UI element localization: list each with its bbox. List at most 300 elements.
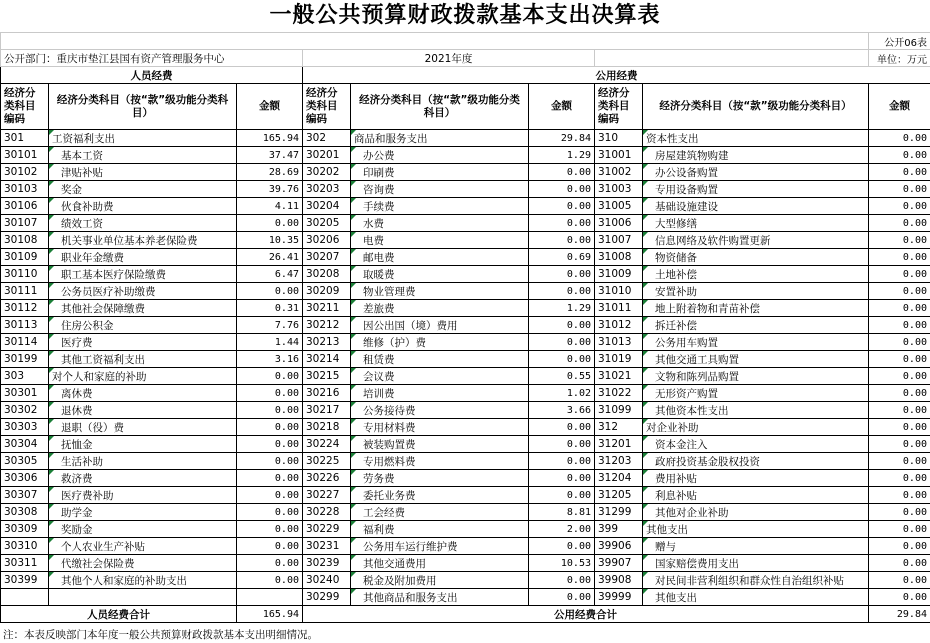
public-amount-cell: 0.55 — [529, 368, 595, 385]
public-name-cell: 公务用车运行维护费 — [351, 538, 529, 555]
personnel-name-cell: 绩效工资 — [49, 215, 237, 232]
personnel-amount-cell: 0.00 — [237, 215, 303, 232]
capital-amount-cell: 0.00 — [869, 334, 930, 351]
capital-amount-cell: 0.00 — [869, 198, 930, 215]
capital-code-cell: 31012 — [595, 317, 643, 334]
public-name-cell: 专用燃料费 — [351, 453, 529, 470]
personnel-code-cell: 30310 — [1, 538, 49, 555]
year-label: 2021年度 — [303, 50, 595, 67]
capital-amount-cell: 0.00 — [869, 130, 930, 147]
capital-name-cell: 办公设备购置 — [643, 164, 869, 181]
personnel-code-cell: 30102 — [1, 164, 49, 181]
public-name-cell: 劳务费 — [351, 470, 529, 487]
table-row — [1, 504, 930, 521]
public-code-cell: 30208 — [303, 266, 351, 283]
capital-amount-cell: 0.00 — [869, 555, 930, 572]
col-code-header: 经济分类科目编码 — [1, 84, 49, 130]
table-row — [1, 334, 930, 351]
personnel-code-cell: 30107 — [1, 215, 49, 232]
public-code-cell: 30225 — [303, 453, 351, 470]
capital-name-cell: 地上附着物和青苗补偿 — [643, 300, 869, 317]
capital-code-cell: 31203 — [595, 453, 643, 470]
capital-code-cell: 31005 — [595, 198, 643, 215]
table-row — [1, 130, 930, 147]
public-name-cell: 会议费 — [351, 368, 529, 385]
personnel-amount-cell: 0.00 — [237, 453, 303, 470]
capital-name-cell: 资本金注入 — [643, 436, 869, 453]
capital-amount-cell: 0.00 — [869, 385, 930, 402]
capital-amount-cell: 0.00 — [869, 470, 930, 487]
personnel-code-cell: 30301 — [1, 385, 49, 402]
personnel-total-value: 165.94 — [237, 606, 303, 623]
public-amount-cell: 0.00 — [529, 589, 595, 606]
personnel-name-cell: 生活补助 — [49, 453, 237, 470]
public-amount-cell: 0.00 — [529, 164, 595, 181]
table-row — [1, 589, 930, 606]
page-title: 一般公共预算财政拨款基本支出决算表 — [269, 3, 661, 28]
table-row — [1, 266, 930, 283]
personnel-code-cell: 30311 — [1, 555, 49, 572]
public-name-cell: 委托业务费 — [351, 487, 529, 504]
public-name-cell: 水费 — [351, 215, 529, 232]
public-amount-cell: 0.00 — [529, 487, 595, 504]
personnel-name-cell: 基本工资 — [49, 147, 237, 164]
personnel-code-cell: 30110 — [1, 266, 49, 283]
capital-name-cell: 政府投资基金股权投资 — [643, 453, 869, 470]
footnote: 注：本表反映部门本年度一般公共预算财政拨款基本支出明细情况。 — [3, 629, 318, 641]
col-name-header: 经济分类科目（按“款”级功能分类科目） — [49, 84, 237, 130]
capital-name-cell: 资本性支出 — [643, 130, 869, 147]
col-name-header: 经济分类科目（按“款”级功能分类科目） — [351, 84, 529, 130]
capital-code-cell: 31002 — [595, 164, 643, 181]
capital-amount-cell: 0.00 — [869, 521, 930, 538]
public-amount-cell: 0.00 — [529, 453, 595, 470]
personnel-amount-cell: 26.41 — [237, 249, 303, 266]
table-row — [1, 164, 930, 181]
capital-code-cell: 31008 — [595, 249, 643, 266]
public-name-cell: 公务接待费 — [351, 402, 529, 419]
public-code-cell: 30218 — [303, 419, 351, 436]
col-code-header: 经济分类科目编码 — [303, 84, 351, 130]
capital-code-cell: 312 — [595, 419, 643, 436]
public-amount-cell: 0.00 — [529, 470, 595, 487]
public-name-cell: 物业管理费 — [351, 283, 529, 300]
table-row — [1, 283, 930, 300]
public-code-cell: 30229 — [303, 521, 351, 538]
col-amount-header: 金额 — [869, 84, 930, 130]
public-name-cell: 取暖费 — [351, 266, 529, 283]
capital-code-cell: 39999 — [595, 589, 643, 606]
personnel-name-cell: 奖励金 — [49, 521, 237, 538]
personnel-amount-cell: 0.00 — [237, 470, 303, 487]
capital-name-cell: 安置补助 — [643, 283, 869, 300]
capital-amount-cell: 0.00 — [869, 504, 930, 521]
public-code-cell: 30213 — [303, 334, 351, 351]
capital-code-cell: 31099 — [595, 402, 643, 419]
public-code-cell: 30224 — [303, 436, 351, 453]
capital-name-cell: 大型修缮 — [643, 215, 869, 232]
public-amount-cell: 0.00 — [529, 181, 595, 198]
public-name-cell: 印刷费 — [351, 164, 529, 181]
public-name-cell: 专用材料费 — [351, 419, 529, 436]
personnel-amount-cell: 0.00 — [237, 538, 303, 555]
personnel-amount-cell: 0.31 — [237, 300, 303, 317]
table-row — [1, 521, 930, 538]
personnel-name-cell: 抚恤金 — [49, 436, 237, 453]
capital-amount-cell: 0.00 — [869, 419, 930, 436]
personnel-amount-cell: 37.47 — [237, 147, 303, 164]
public-header: 公用经费 — [303, 67, 930, 84]
table-row — [1, 198, 930, 215]
personnel-name-cell: 伙食补助费 — [49, 198, 237, 215]
unit-label: 单位：万元 — [869, 50, 930, 67]
personnel-code-cell: 30305 — [1, 453, 49, 470]
capital-code-cell: 39908 — [595, 572, 643, 589]
capital-amount-cell: 0.00 — [869, 368, 930, 385]
public-amount-cell: 1.29 — [529, 300, 595, 317]
personnel-amount-cell: 0.00 — [237, 385, 303, 402]
public-code-cell: 30226 — [303, 470, 351, 487]
capital-amount-cell: 0.00 — [869, 181, 930, 198]
table-row — [1, 181, 930, 198]
blank-cell — [595, 50, 869, 67]
capital-name-cell: 专用设备购置 — [643, 181, 869, 198]
capital-code-cell: 31006 — [595, 215, 643, 232]
capital-amount-cell: 0.00 — [869, 589, 930, 606]
public-name-cell: 办公费 — [351, 147, 529, 164]
public-total-value: 29.84 — [869, 606, 930, 623]
capital-amount-cell: 0.00 — [869, 487, 930, 504]
table-row — [1, 436, 930, 453]
capital-code-cell: 399 — [595, 521, 643, 538]
capital-code-cell: 39907 — [595, 555, 643, 572]
capital-name-cell: 拆迁补偿 — [643, 317, 869, 334]
personnel-name-cell: 公务员医疗补助缴费 — [49, 283, 237, 300]
public-name-cell: 邮电费 — [351, 249, 529, 266]
public-amount-cell: 0.69 — [529, 249, 595, 266]
personnel-amount-cell: 0.00 — [237, 283, 303, 300]
table-row — [1, 351, 930, 368]
personnel-code-cell: 30114 — [1, 334, 49, 351]
public-name-cell: 维修（护）费 — [351, 334, 529, 351]
personnel-code-cell: 30106 — [1, 198, 49, 215]
personnel-name-cell: 对个人和家庭的补助 — [49, 368, 237, 385]
personnel-code-cell: 30309 — [1, 521, 49, 538]
blank-cell — [1, 33, 869, 50]
public-code-cell: 30227 — [303, 487, 351, 504]
public-code-cell: 30231 — [303, 538, 351, 555]
personnel-name-cell: 退职（役）费 — [49, 419, 237, 436]
public-name-cell: 商品和服务支出 — [351, 130, 529, 147]
public-amount-cell: 0.00 — [529, 198, 595, 215]
capital-name-cell: 土地补偿 — [643, 266, 869, 283]
capital-amount-cell: 0.00 — [869, 283, 930, 300]
personnel-name-cell: 离休费 — [49, 385, 237, 402]
public-amount-cell: 29.84 — [529, 130, 595, 147]
public-name-cell: 电费 — [351, 232, 529, 249]
public-name-cell: 咨询费 — [351, 181, 529, 198]
capital-code-cell: 31205 — [595, 487, 643, 504]
public-name-cell: 被装购置费 — [351, 436, 529, 453]
personnel-code-cell: 30101 — [1, 147, 49, 164]
capital-name-cell: 物资储备 — [643, 249, 869, 266]
table-row — [1, 572, 930, 589]
capital-amount-cell: 0.00 — [869, 572, 930, 589]
public-name-cell: 差旅费 — [351, 300, 529, 317]
table-row — [1, 147, 930, 164]
personnel-code-cell: 30306 — [1, 470, 49, 487]
personnel-name-cell: 医疗费 — [49, 334, 237, 351]
personnel-code-cell: 30399 — [1, 572, 49, 589]
capital-name-cell: 对企业补助 — [643, 419, 869, 436]
capital-amount-cell: 0.00 — [869, 249, 930, 266]
personnel-name-cell: 退休费 — [49, 402, 237, 419]
table-row — [1, 402, 930, 419]
personnel-amount-cell: 28.69 — [237, 164, 303, 181]
personnel-code-cell: 30108 — [1, 232, 49, 249]
table-row — [1, 555, 930, 572]
capital-name-cell: 信息网络及软件购置更新 — [643, 232, 869, 249]
capital-name-cell: 其他资本性支出 — [643, 402, 869, 419]
capital-code-cell: 310 — [595, 130, 643, 147]
personnel-code-cell: 30308 — [1, 504, 49, 521]
personnel-code-cell: 303 — [1, 368, 49, 385]
public-code-cell: 302 — [303, 130, 351, 147]
public-name-cell: 手续费 — [351, 198, 529, 215]
personnel-amount-cell: 0.00 — [237, 436, 303, 453]
public-name-cell: 其他交通费用 — [351, 555, 529, 572]
public-code-cell: 30202 — [303, 164, 351, 181]
table-row — [1, 385, 930, 402]
capital-name-cell: 赠与 — [643, 538, 869, 555]
personnel-amount-cell: 39.76 — [237, 181, 303, 198]
capital-code-cell: 31299 — [595, 504, 643, 521]
public-name-cell: 福利费 — [351, 521, 529, 538]
personnel-code-cell: 30303 — [1, 419, 49, 436]
public-code-cell: 30216 — [303, 385, 351, 402]
capital-amount-cell: 0.00 — [869, 453, 930, 470]
public-code-cell: 30299 — [303, 589, 351, 606]
capital-code-cell: 31021 — [595, 368, 643, 385]
personnel-name-cell: 奖金 — [49, 181, 237, 198]
capital-code-cell: 31019 — [595, 351, 643, 368]
personnel-code-cell: 30199 — [1, 351, 49, 368]
capital-code-cell: 31013 — [595, 334, 643, 351]
public-amount-cell: 0.00 — [529, 419, 595, 436]
personnel-amount-cell: 0.00 — [237, 487, 303, 504]
personnel-name-cell: 代缴社会保险费 — [49, 555, 237, 572]
personnel-amount-cell: 0.00 — [237, 521, 303, 538]
col-amount-header: 金额 — [529, 84, 595, 130]
capital-name-cell: 对民间非营利组织和群众性自治组织补贴 — [643, 572, 869, 589]
public-amount-cell: 2.00 — [529, 521, 595, 538]
capital-code-cell: 31003 — [595, 181, 643, 198]
personnel-code-cell: 30304 — [1, 436, 49, 453]
capital-amount-cell: 0.00 — [869, 215, 930, 232]
table-code: 公开06表 — [869, 33, 930, 50]
public-amount-cell: 1.29 — [529, 147, 595, 164]
capital-code-cell: 39906 — [595, 538, 643, 555]
public-amount-cell: 1.02 — [529, 385, 595, 402]
public-amount-cell: 0.00 — [529, 538, 595, 555]
personnel-amount-cell: 1.44 — [237, 334, 303, 351]
capital-name-cell: 基础设施建设 — [643, 198, 869, 215]
table-row — [1, 249, 930, 266]
public-name-cell: 其他商品和服务支出 — [351, 589, 529, 606]
public-total-label: 公用经费合计 — [303, 606, 869, 623]
capital-amount-cell: 0.00 — [869, 538, 930, 555]
personnel-amount-cell: 6.47 — [237, 266, 303, 283]
personnel-name-cell: 其他社会保障缴费 — [49, 300, 237, 317]
capital-name-cell: 其他支出 — [643, 521, 869, 538]
public-amount-cell: 0.00 — [529, 334, 595, 351]
public-amount-cell: 0.00 — [529, 232, 595, 249]
personnel-name-cell: 职业年金缴费 — [49, 249, 237, 266]
capital-name-cell: 无形资产购置 — [643, 385, 869, 402]
capital-code-cell: 31204 — [595, 470, 643, 487]
public-amount-cell: 10.53 — [529, 555, 595, 572]
public-amount-cell: 0.00 — [529, 283, 595, 300]
personnel-header: 人员经费 — [1, 67, 303, 84]
dept-label: 公开部门：重庆市垫江县国有资产管理服务中心 — [1, 50, 303, 67]
personnel-amount-cell: 0.00 — [237, 572, 303, 589]
public-amount-cell: 8.81 — [529, 504, 595, 521]
table-row — [1, 470, 930, 487]
expenditure-table — [0, 32, 930, 623]
personnel-amount-cell: 0.00 — [237, 504, 303, 521]
public-name-cell: 因公出国（境）费用 — [351, 317, 529, 334]
capital-code-cell: 31201 — [595, 436, 643, 453]
personnel-amount-cell: 0.00 — [237, 555, 303, 572]
personnel-amount-cell: 4.11 — [237, 198, 303, 215]
personnel-code-cell: 30307 — [1, 487, 49, 504]
public-code-cell: 30239 — [303, 555, 351, 572]
personnel-amount-cell: 0.00 — [237, 419, 303, 436]
public-amount-cell: 0.00 — [529, 215, 595, 232]
personnel-name-cell: 津贴补贴 — [49, 164, 237, 181]
personnel-name-cell: 机关事业单位基本养老保险费 — [49, 232, 237, 249]
personnel-code-cell: 30113 — [1, 317, 49, 334]
capital-code-cell: 31007 — [595, 232, 643, 249]
public-code-cell: 30207 — [303, 249, 351, 266]
table-row — [1, 215, 930, 232]
personnel-amount-cell: 7.76 — [237, 317, 303, 334]
public-name-cell: 租赁费 — [351, 351, 529, 368]
public-name-cell: 培训费 — [351, 385, 529, 402]
public-code-cell: 30228 — [303, 504, 351, 521]
col-code-header: 经济分类科目编码 — [595, 84, 643, 130]
public-code-cell: 30206 — [303, 232, 351, 249]
capital-name-cell: 国家赔偿费用支出 — [643, 555, 869, 572]
capital-amount-cell: 0.00 — [869, 317, 930, 334]
capital-name-cell: 利息补贴 — [643, 487, 869, 504]
public-amount-cell: 0.00 — [529, 351, 595, 368]
public-amount-cell: 3.66 — [529, 402, 595, 419]
capital-amount-cell: 0.00 — [869, 436, 930, 453]
table-row — [1, 419, 930, 436]
personnel-name-cell: 医疗费补助 — [49, 487, 237, 504]
personnel-code-cell: 30103 — [1, 181, 49, 198]
personnel-code-cell: 30112 — [1, 300, 49, 317]
capital-name-cell: 费用补贴 — [643, 470, 869, 487]
personnel-name-cell: 住房公积金 — [49, 317, 237, 334]
public-code-cell: 30211 — [303, 300, 351, 317]
public-code-cell: 30209 — [303, 283, 351, 300]
table-row — [1, 368, 930, 385]
public-code-cell: 30203 — [303, 181, 351, 198]
capital-amount-cell: 0.00 — [869, 147, 930, 164]
capital-amount-cell: 0.00 — [869, 266, 930, 283]
personnel-amount-cell: 3.16 — [237, 351, 303, 368]
capital-amount-cell: 0.00 — [869, 300, 930, 317]
public-code-cell: 30205 — [303, 215, 351, 232]
table-row — [1, 317, 930, 334]
personnel-total-label: 人员经费合计 — [1, 606, 237, 623]
personnel-code-cell: 30302 — [1, 402, 49, 419]
personnel-name-cell: 助学金 — [49, 504, 237, 521]
public-name-cell: 工会经费 — [351, 504, 529, 521]
public-code-cell: 30217 — [303, 402, 351, 419]
public-amount-cell: 0.00 — [529, 572, 595, 589]
capital-amount-cell: 0.00 — [869, 164, 930, 181]
personnel-code-cell — [1, 589, 49, 606]
capital-name-cell: 其他对企业补助 — [643, 504, 869, 521]
capital-name-cell: 文物和陈列品购置 — [643, 368, 869, 385]
capital-name-cell: 其他交通工具购置 — [643, 351, 869, 368]
table-row — [1, 300, 930, 317]
col-amount-header: 金额 — [237, 84, 303, 130]
public-code-cell: 30212 — [303, 317, 351, 334]
capital-amount-cell: 0.00 — [869, 351, 930, 368]
capital-code-cell: 31011 — [595, 300, 643, 317]
personnel-name-cell: 个人农业生产补贴 — [49, 538, 237, 555]
personnel-name-cell: 职工基本医疗保险缴费 — [49, 266, 237, 283]
personnel-name-cell: 其他工资福利支出 — [49, 351, 237, 368]
public-name-cell: 税金及附加费用 — [351, 572, 529, 589]
table-row — [1, 538, 930, 555]
capital-amount-cell: 0.00 — [869, 232, 930, 249]
public-code-cell: 30240 — [303, 572, 351, 589]
table-row — [1, 487, 930, 504]
personnel-amount-cell: 0.00 — [237, 402, 303, 419]
public-code-cell: 30215 — [303, 368, 351, 385]
capital-code-cell: 31022 — [595, 385, 643, 402]
personnel-name-cell: 其他个人和家庭的补助支出 — [49, 572, 237, 589]
personnel-name-cell: 救济费 — [49, 470, 237, 487]
personnel-code-cell: 30111 — [1, 283, 49, 300]
personnel-amount-cell: 165.94 — [237, 130, 303, 147]
table-row — [1, 453, 930, 470]
personnel-amount-cell — [237, 589, 303, 606]
personnel-name-cell: 工资福利支出 — [49, 130, 237, 147]
capital-code-cell: 31009 — [595, 266, 643, 283]
public-code-cell: 30201 — [303, 147, 351, 164]
capital-code-cell: 31010 — [595, 283, 643, 300]
capital-code-cell: 31001 — [595, 147, 643, 164]
capital-name-cell: 其他支出 — [643, 589, 869, 606]
public-amount-cell: 0.00 — [529, 266, 595, 283]
public-amount-cell: 0.00 — [529, 317, 595, 334]
col-name-header: 经济分类科目（按“款”级功能分类科目） — [643, 84, 869, 130]
table-row — [1, 232, 930, 249]
capital-amount-cell: 0.00 — [869, 402, 930, 419]
personnel-code-cell: 30109 — [1, 249, 49, 266]
capital-name-cell: 房屋建筑物购建 — [643, 147, 869, 164]
public-code-cell: 30204 — [303, 198, 351, 215]
public-code-cell: 30214 — [303, 351, 351, 368]
personnel-name-cell — [49, 589, 237, 606]
personnel-amount-cell: 0.00 — [237, 368, 303, 385]
